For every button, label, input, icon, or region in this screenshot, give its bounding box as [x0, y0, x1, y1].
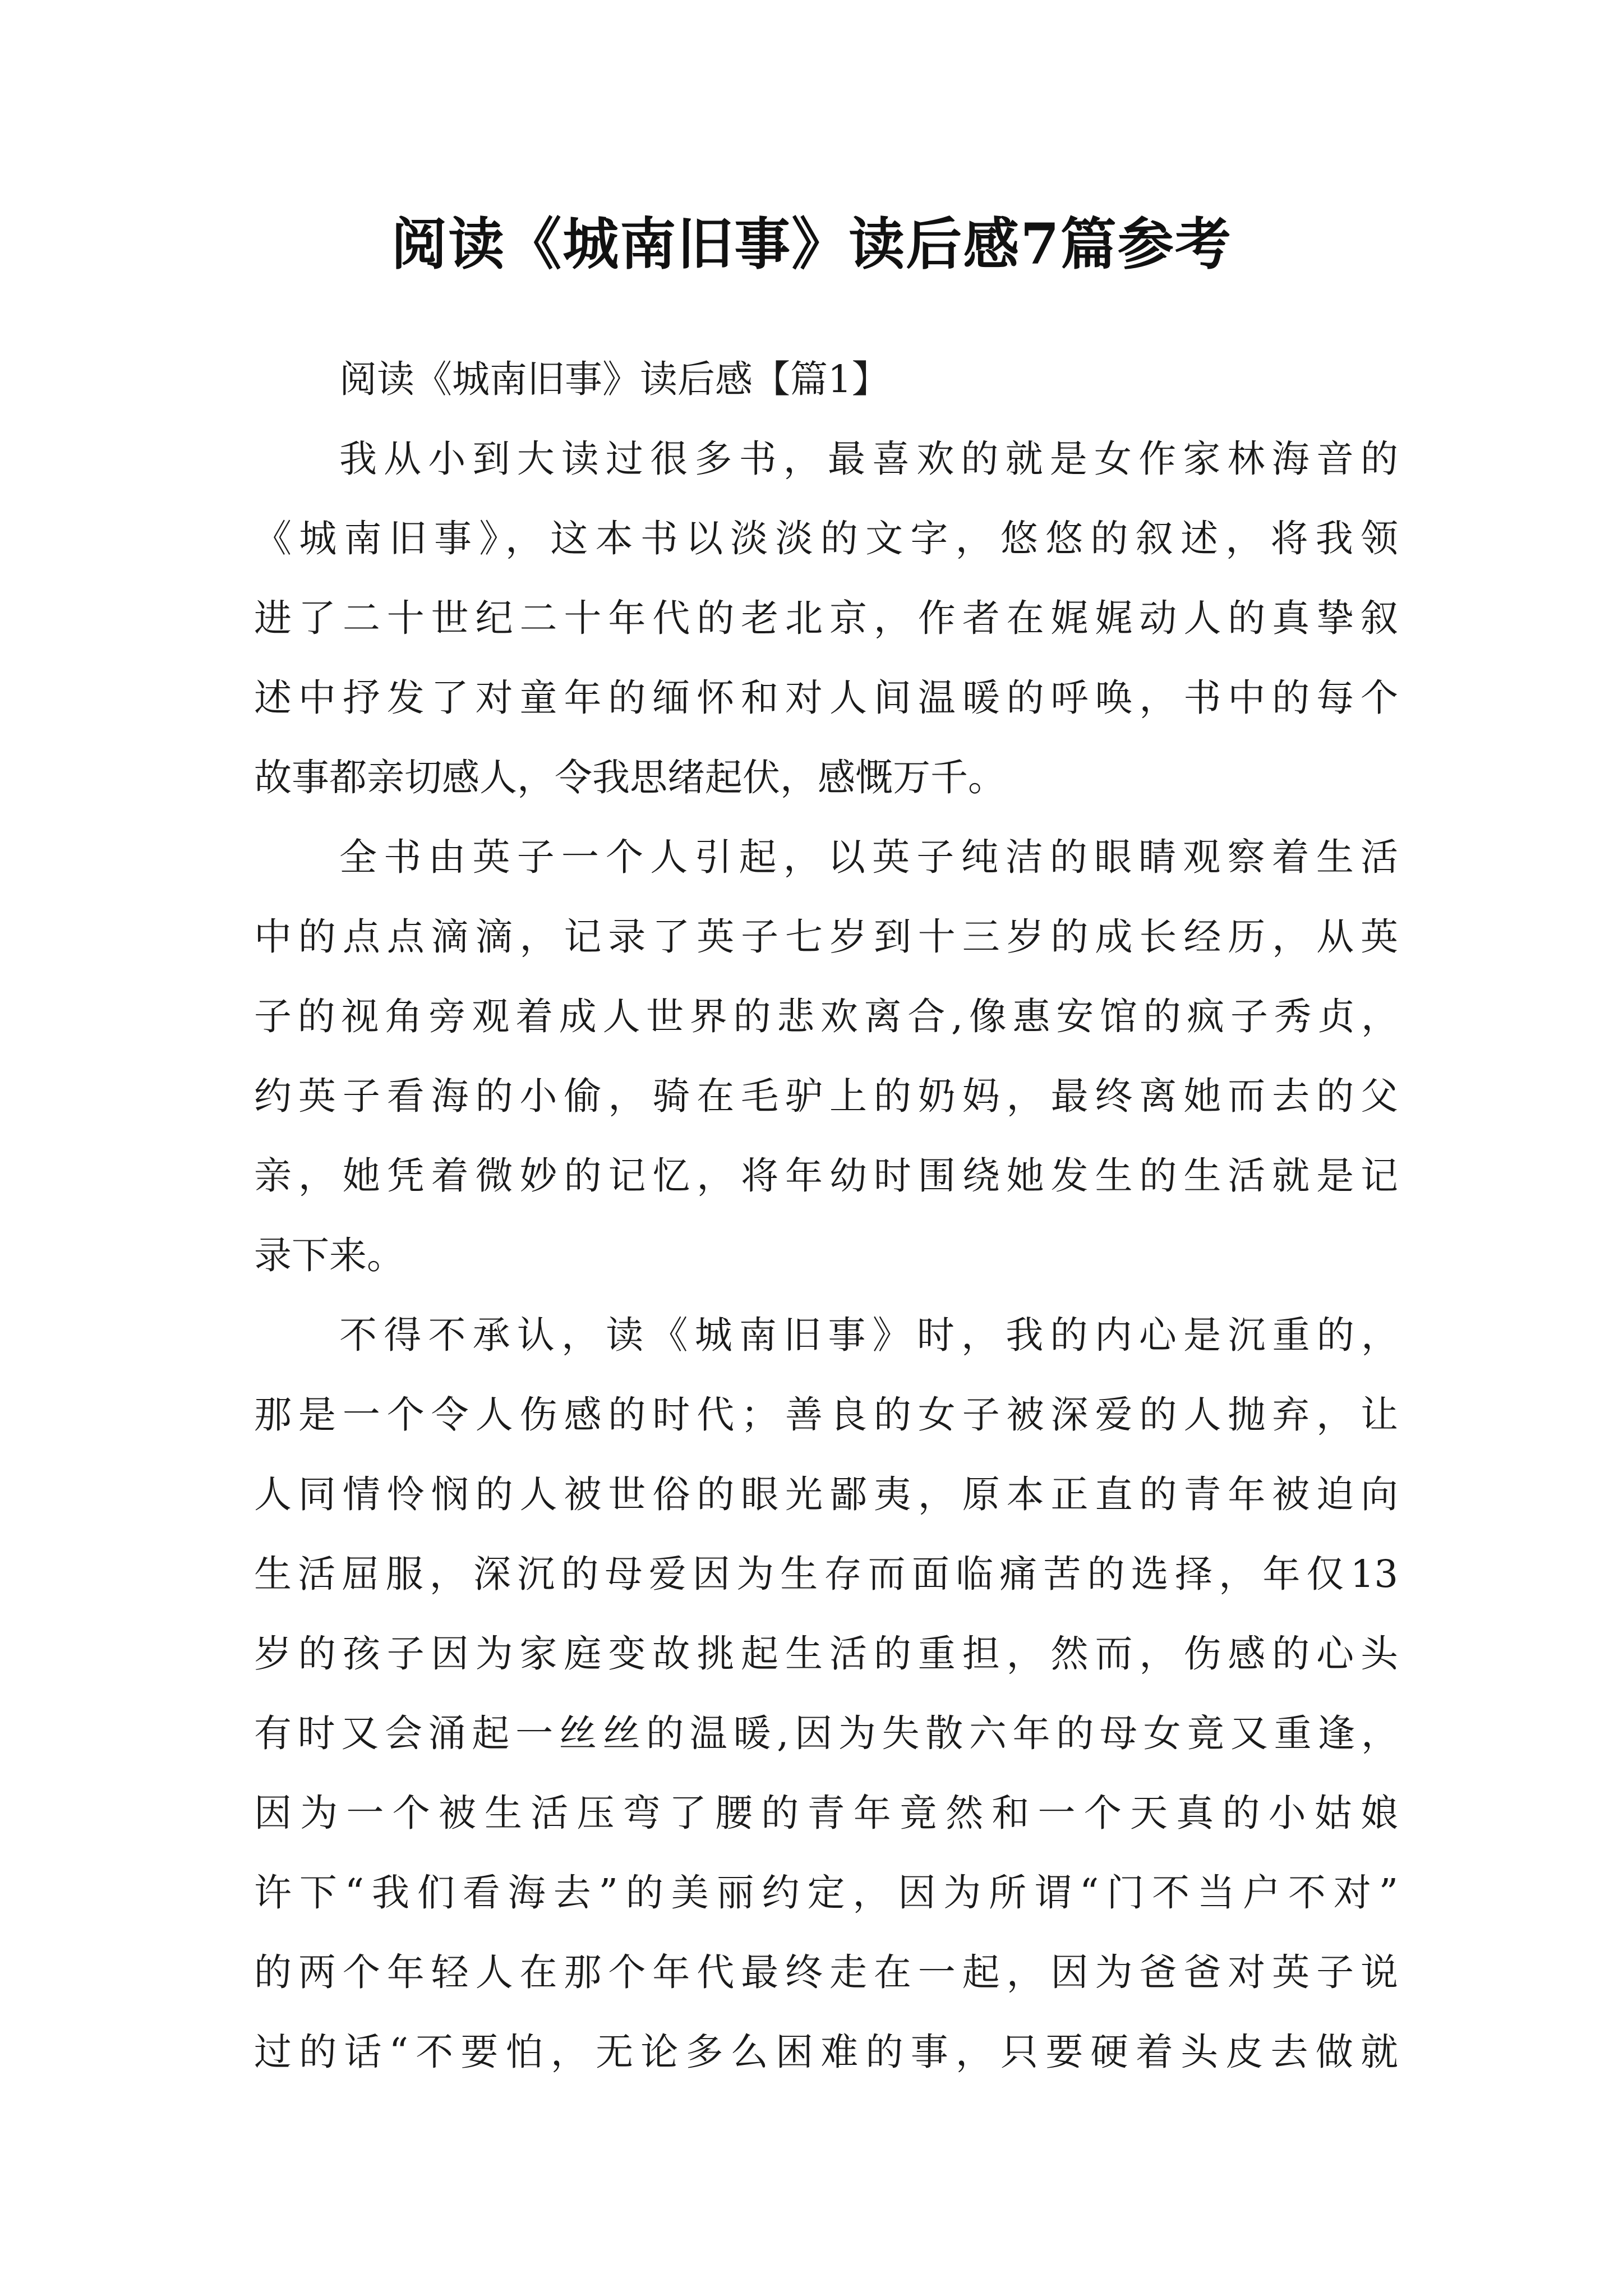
section-heading: [254, 339, 1398, 419]
text-line: 约英子看海的小偷，骑在毛驴上的奶妈，最终离她而去的父: [254, 1074, 1398, 1118]
text-line: 因为一个被生活压弯了腰的青年竟然和一个天真的小姑娘: [254, 1791, 1398, 1835]
text-line: 的两个年轻人在那个年代最终走在一起，因为爸爸对英子说: [254, 1950, 1398, 1994]
text-line: 过的话“不要怕，无论多么困难的事，只要硬着头皮去做就: [254, 2030, 1398, 2074]
text-line: 人同情怜悯的人被世俗的眼光鄙夷，原本正直的青年被迫向: [254, 1473, 1398, 1516]
text-line: 那是一个令人伤感的时代；善良的女子被深爱的人抛弃，让: [254, 1393, 1398, 1437]
paragraph: [254, 419, 1398, 817]
text-line: 阅读《城南旧事》读后感【篇1】: [339, 357, 889, 401]
text-line: 岁的孩子因为家庭变故挑起生活的重担，然而，伤感的心头: [254, 1632, 1398, 1676]
text-line: 故事都亲切感人，令我思绪起伏，感慨万千。: [254, 756, 1006, 799]
text-line: 中的点点滴滴，记录了英子七岁到十三岁的成长经历，从英: [254, 915, 1398, 959]
text-line: 述中抒发了对童年的缅怀和对人间温暖的呼唤，书中的每个: [254, 676, 1398, 720]
text-line: 进了二十世纪二十年代的老北京，作者在娓娓动人的真挚叙: [254, 596, 1398, 640]
text-line: 子的视角旁观着成人世界的悲欢离合,像惠安馆的疯子秀贞，: [254, 995, 1398, 1038]
text-line: 我从小到大读过很多书，最喜欢的就是女作家林海音的: [339, 437, 1398, 481]
paragraph: [254, 817, 1398, 1295]
text-line: 生活屈服，深沉的母爱因为生存而面临痛苦的选择，年仅13: [254, 1552, 1398, 1596]
text-line: 《城南旧事》，这本书以淡淡的文字，悠悠的叙述，将我领: [254, 517, 1398, 560]
text-line: 亲，她凭着微妙的记忆，将年幼时围绕她发生的生活就是记: [254, 1154, 1398, 1198]
document-title: 阅读《城南旧事》读后感7篇参考: [391, 211, 1232, 277]
text-line: 全书由英子一个人引起，以英子纯洁的眼睛观察着生活: [339, 835, 1398, 879]
document-body: [254, 339, 1398, 2092]
text-line: 录下来。: [254, 1234, 404, 1277]
paragraph: [254, 1295, 1398, 2092]
text-line: 许下“我们看海去”的美丽约定，因为所谓“门不当户不对”: [254, 1871, 1398, 1915]
text-line: 有时又会涌起一丝丝的温暖,因为失散六年的母女竟又重逢，: [254, 1711, 1398, 1755]
text-line: 不得不承认，读《城南旧事》时，我的内心是沉重的，: [339, 1313, 1398, 1357]
